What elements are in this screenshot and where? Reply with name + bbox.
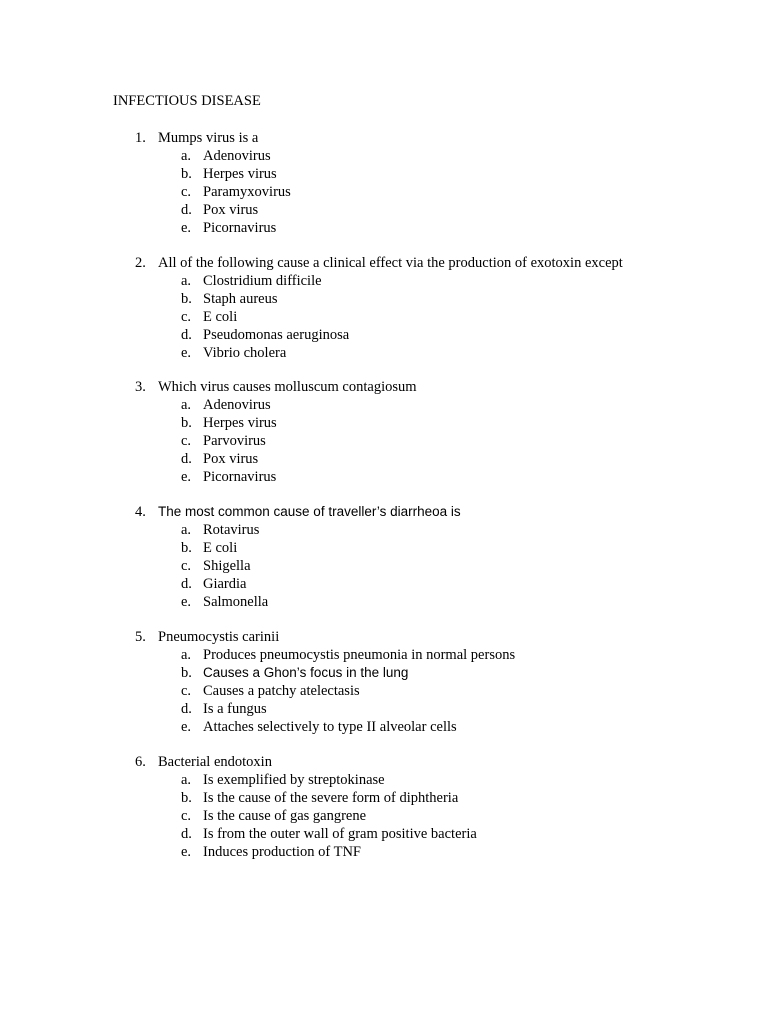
document-title: INFECTIOUS DISEASE: [113, 93, 261, 109]
option-letter: b.: [181, 539, 192, 556]
option-letter: e.: [181, 718, 192, 735]
option-letter: d.: [181, 201, 192, 218]
question-text: All of the following cause a clinical effect via the production of exotoxin except: [158, 255, 623, 271]
option-text: E coli: [203, 539, 238, 556]
option-text: Picornavirus: [203, 468, 277, 485]
question-number: 5.: [135, 629, 146, 645]
option-text: Giardia: [203, 575, 247, 592]
option-c: [0, 308, 768, 326]
option-c: [0, 183, 768, 201]
option-c: [0, 557, 768, 575]
option-text: Picornavirus: [203, 219, 277, 236]
option-letter: e.: [181, 468, 192, 485]
option-letter: e.: [181, 843, 192, 860]
option-text: Salmonella: [203, 593, 269, 610]
question-text: The most common cause of traveller’s diarrheoa is: [158, 504, 461, 519]
option-letter: e.: [181, 593, 192, 610]
option-letter: a.: [181, 397, 192, 413]
option-d: [0, 825, 768, 843]
option-letter: e.: [181, 219, 192, 236]
option-text: Causes a Ghon’s focus in the lung: [203, 664, 409, 680]
question-3: [0, 378, 768, 485]
question-stem: [0, 503, 768, 521]
question-number: 1.: [135, 130, 146, 146]
option-letter: b.: [181, 789, 192, 806]
option-b: [0, 789, 768, 807]
option-text: Produces pneumocystis pneumonia in normal persons: [203, 647, 516, 663]
option-letter: a.: [181, 273, 192, 289]
option-a: [0, 272, 768, 290]
question-stem: [0, 129, 768, 147]
option-text: Induces production of TNF: [203, 843, 361, 860]
option-text: Is the cause of the severe form of diphtheria: [203, 789, 459, 806]
option-e: [0, 468, 768, 486]
option-letter: b.: [181, 664, 192, 681]
option-text: Herpes virus: [203, 414, 277, 431]
option-d: [0, 575, 768, 593]
option-letter: d.: [181, 575, 192, 592]
option-text: Pox virus: [203, 450, 259, 467]
option-b: [0, 290, 768, 308]
option-d: [0, 450, 768, 468]
option-b: [0, 664, 768, 682]
question-text: Mumps virus is a: [158, 130, 259, 146]
option-e: [0, 843, 768, 861]
option-text: Causes a patchy atelectasis: [203, 682, 360, 699]
option-letter: d.: [181, 700, 192, 717]
option-text: Pseudomonas aeruginosa: [203, 326, 350, 343]
option-letter: c.: [181, 682, 192, 699]
option-letter: c.: [181, 807, 192, 824]
option-b: [0, 165, 768, 183]
question-text: Pneumocystis carinii: [158, 629, 280, 645]
option-text: Herpes virus: [203, 165, 277, 182]
question-5: [0, 628, 768, 735]
option-text: Adenovirus: [203, 148, 271, 164]
option-text: Is from the outer wall of gram positive bacteria: [203, 825, 477, 842]
option-letter: d.: [181, 326, 192, 343]
question-stem: [0, 628, 768, 646]
option-a: [0, 396, 768, 414]
option-text: Attaches selectively to type II alveolar cells: [203, 718, 457, 735]
question-1: [0, 129, 768, 236]
question-4: [0, 503, 768, 610]
option-d: [0, 201, 768, 219]
option-b: [0, 414, 768, 432]
question-text: Bacterial endotoxin: [158, 754, 272, 770]
option-text: Is the cause of gas gangrene: [203, 807, 367, 824]
question-text: Which virus causes molluscum contagiosum: [158, 379, 417, 395]
option-letter: a.: [181, 772, 192, 788]
question-2: [0, 254, 768, 361]
option-text: Is a fungus: [203, 700, 267, 717]
question-6: [0, 753, 768, 860]
question-number: 6.: [135, 754, 146, 770]
option-text: Vibrio cholera: [203, 344, 287, 361]
question-number: 2.: [135, 255, 146, 271]
option-letter: c.: [181, 183, 192, 200]
option-d: [0, 700, 768, 718]
option-e: [0, 344, 768, 362]
option-letter: c.: [181, 432, 192, 449]
option-c: [0, 682, 768, 700]
question-number: 3.: [135, 379, 146, 395]
option-e: [0, 718, 768, 736]
option-text: Pox virus: [203, 201, 259, 218]
option-d: [0, 326, 768, 344]
option-text: E coli: [203, 308, 238, 325]
option-letter: b.: [181, 290, 192, 307]
question-number: 4.: [135, 504, 146, 520]
option-letter: d.: [181, 450, 192, 467]
option-a: [0, 771, 768, 789]
option-letter: c.: [181, 557, 192, 574]
option-text: Is exemplified by streptokinase: [203, 772, 385, 788]
option-letter: e.: [181, 344, 192, 361]
option-letter: b.: [181, 414, 192, 431]
option-text: Parvovirus: [203, 432, 266, 449]
option-letter: b.: [181, 165, 192, 182]
option-a: [0, 646, 768, 664]
option-b: [0, 539, 768, 557]
question-stem: [0, 753, 768, 771]
option-a: [0, 147, 768, 165]
option-letter: a.: [181, 148, 192, 164]
option-letter: c.: [181, 308, 192, 325]
option-letter: a.: [181, 647, 192, 663]
option-letter: a.: [181, 522, 192, 538]
option-c: [0, 432, 768, 450]
option-text: Clostridium difficile: [203, 273, 322, 289]
option-text: Rotavirus: [203, 522, 260, 538]
option-text: Shigella: [203, 557, 251, 574]
option-c: [0, 807, 768, 825]
option-text: Paramyxovirus: [203, 183, 291, 200]
option-a: [0, 521, 768, 539]
option-e: [0, 593, 768, 611]
question-stem: [0, 378, 768, 396]
option-e: [0, 219, 768, 237]
option-text: Adenovirus: [203, 397, 271, 413]
option-text: Staph aureus: [203, 290, 278, 307]
question-stem: [0, 254, 768, 272]
option-letter: d.: [181, 825, 192, 842]
